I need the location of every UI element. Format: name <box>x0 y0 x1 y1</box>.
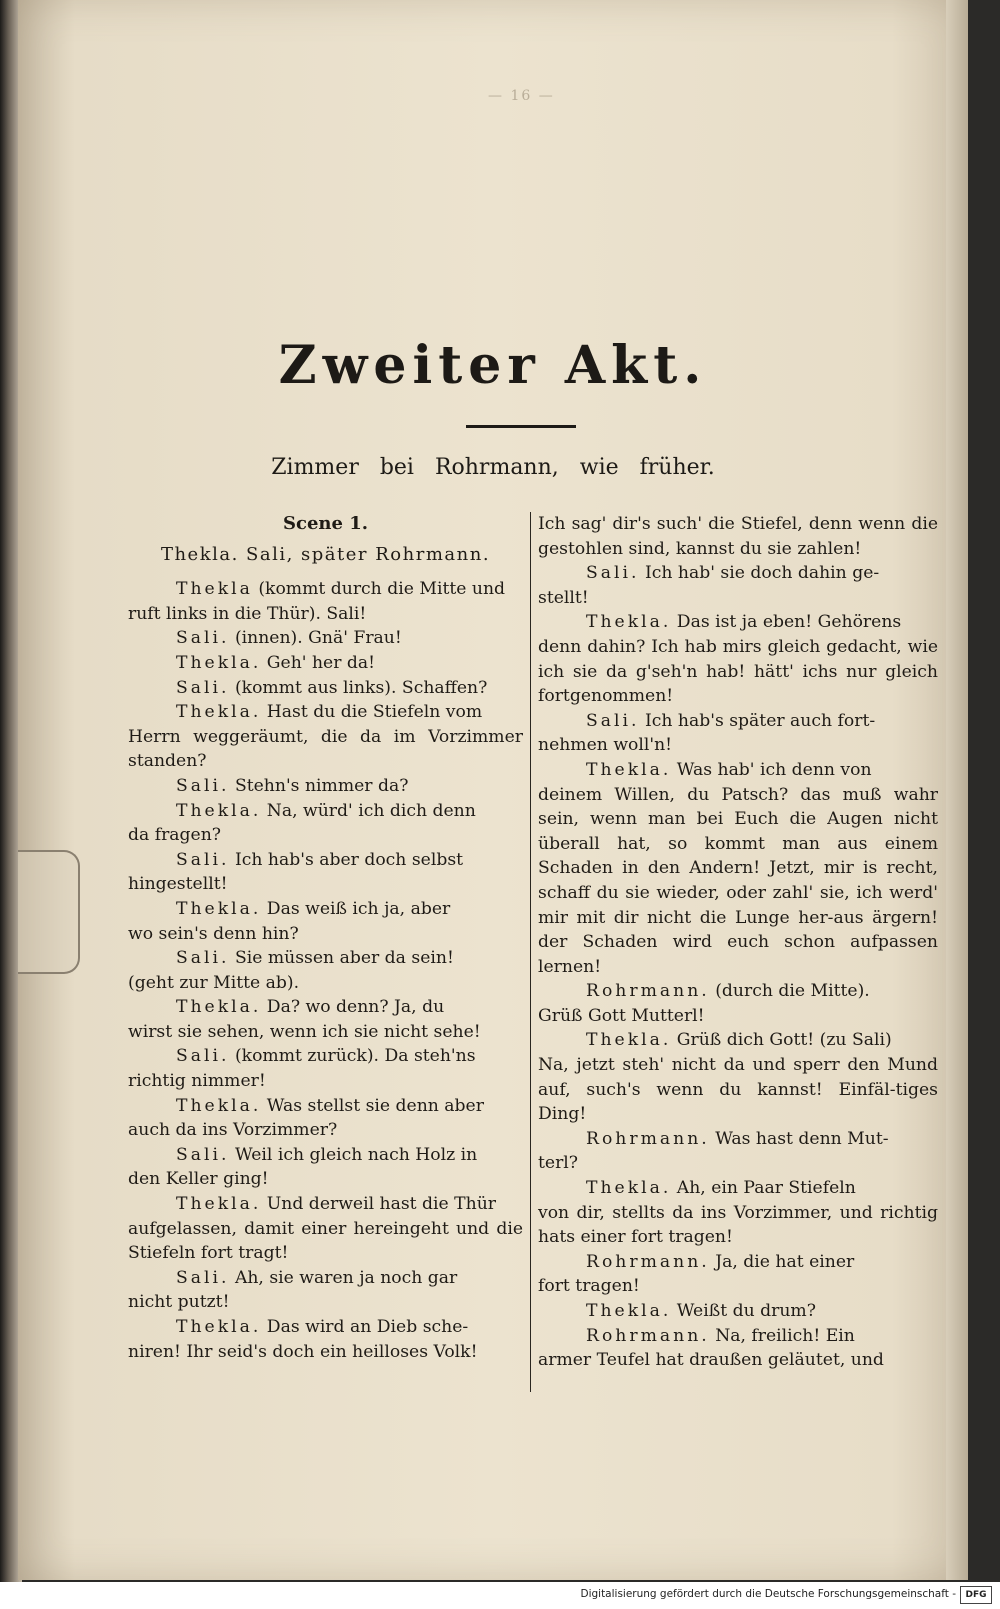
speaker-name: Sali. <box>176 628 230 649</box>
cast-list: Thekla. Sali, später Rohrmann. <box>160 543 491 565</box>
dialogue-line <box>128 1044 523 1069</box>
line-text: ruft links in die Thür). Sali! <box>128 603 367 624</box>
line-text: Weißt du drum? <box>671 1301 816 1321</box>
dialogue-line <box>128 651 523 676</box>
line-text: terl? <box>538 1153 579 1174</box>
speaker-name: Sali. <box>586 710 640 731</box>
text-columns <box>128 512 948 1402</box>
footer-credit: Digitalisierung gefördert durch die Deutsche Forschungsgemeinschaft - <box>580 1588 956 1600</box>
speaker-name: Sali. <box>176 677 230 698</box>
column-divider <box>530 512 531 1392</box>
line-text: Ich sag' dir's such' die Stiefel, denn wenn die gestohlen sind, kannst du sie zahlen! <box>538 514 938 559</box>
speaker-name: Thekla. <box>176 702 262 723</box>
line-text: Na, würd' ich dich denn <box>261 800 476 821</box>
scene-setting: Zimmer bei Rohrmann, wie früher. <box>271 455 715 480</box>
dialogue-line <box>128 700 523 725</box>
line-text: Das wird an Dieb sche- <box>261 1317 469 1337</box>
line-text: (durch die Mitte). <box>709 981 870 1002</box>
dialogue-line <box>128 1266 523 1291</box>
dialogue-line <box>128 626 523 651</box>
dialogue-line <box>538 1250 938 1275</box>
scene-heading: Scene 1. <box>282 513 368 534</box>
dialogue-line <box>538 733 938 758</box>
line-text: auch da ins Vorzimmer? <box>128 1120 338 1141</box>
speaker-name: Thekla. <box>586 1301 672 1321</box>
dialogue-line <box>128 725 523 774</box>
speaker-name: Thekla. <box>586 612 672 633</box>
dialogue-line <box>538 1176 938 1201</box>
dialogue-line <box>538 1348 938 1373</box>
dialogue-line <box>538 1274 938 1299</box>
speaker-name: Thekla. <box>176 997 262 1018</box>
dialogue-line <box>128 1217 523 1266</box>
dialogue-line <box>128 946 523 971</box>
dialogue-line <box>128 848 523 873</box>
line-text: Stehn's nimmer da? <box>229 775 409 796</box>
speaker-name: Rohrmann. <box>586 1325 710 1346</box>
page-right-edge <box>946 0 968 1580</box>
act-title: Zweiter Akt. <box>278 335 708 396</box>
line-text: Das ist ja eben! Gehörens <box>671 612 902 633</box>
line-text: Grüß Gott Mutterl! <box>538 1005 705 1026</box>
dialogue-line <box>538 635 938 709</box>
dialogue-line <box>128 1020 523 1045</box>
line-text: nehmen woll'n! <box>538 735 673 756</box>
speaker-name: Thekla. <box>176 652 262 673</box>
line-text: (innen). Gnä' Frau! <box>229 628 402 649</box>
page-clip <box>18 850 80 974</box>
line-text: Das weiß ich ja, aber <box>261 898 451 919</box>
speaker-name: Thekla. <box>586 1030 672 1051</box>
speaker-name: Thekla. <box>176 1317 262 1337</box>
speaker-name: Sali. <box>586 563 640 584</box>
right-column <box>538 512 938 1373</box>
dialogue-line <box>538 1004 938 1029</box>
line-text: Sie müssen aber da sein! <box>229 948 454 969</box>
line-text: Grüß dich Gott! (zu Sali) <box>671 1030 892 1051</box>
dialogue-line <box>538 783 938 980</box>
dialogue-line <box>538 1201 938 1250</box>
line-text: Und derweil hast die Thür <box>261 1194 497 1215</box>
dfg-logo: DFG <box>960 1586 992 1604</box>
line-text: (geht zur Mitte ab). <box>128 972 300 993</box>
speaker-name: Thekla. <box>176 1194 262 1215</box>
line-text: armer Teufel hat draußen geläutet, und <box>538 1350 884 1371</box>
line-text: Ja, die hat einer <box>709 1251 855 1272</box>
dialogue-line <box>538 610 938 635</box>
dialogue-line <box>538 1053 938 1127</box>
speaker-name: Rohrmann. <box>586 981 710 1002</box>
dialogue-line <box>538 1324 938 1349</box>
dialogue-line <box>128 995 523 1020</box>
dialogue-line <box>128 1340 523 1365</box>
line-text: Ich hab's aber doch selbst <box>229 849 464 870</box>
speaker-name: Thekla. <box>586 1178 672 1199</box>
line-text: Ich hab' sie doch dahin ge- <box>639 563 880 584</box>
dialogue-line <box>128 774 523 799</box>
speaker-name: Thekla. <box>176 800 262 821</box>
line-text: den Keller ging! <box>128 1169 269 1190</box>
line-text: stellt! <box>538 587 589 608</box>
dialogue-line <box>128 1094 523 1119</box>
dialogue-line <box>538 1299 938 1324</box>
speaker-name: Thekla <box>176 579 253 600</box>
line-text: Geh' her da! <box>261 652 376 673</box>
dialogue-line <box>128 823 523 848</box>
page-number: — 16 — <box>488 88 555 104</box>
line-text: denn dahin? Ich hab mirs gleich gedacht, wie ich sie da g'seh'n hab! hätt' ichs nur gleich fortgenommen! <box>538 636 938 707</box>
line-text: wo sein's denn hin? <box>128 923 299 944</box>
speaker-name: Thekla. <box>586 759 672 780</box>
line-text: wirst sie sehen, wenn ich sie nicht sehe! <box>128 1021 481 1042</box>
line-text: richtig nimmer! <box>128 1071 266 1092</box>
dialogue-line <box>128 1118 523 1143</box>
dialogue-line <box>538 561 938 586</box>
right-lines <box>538 512 938 1373</box>
line-text: niren! Ihr seid's doch ein heilloses Volk! <box>128 1341 478 1362</box>
dialogue-line <box>128 799 523 824</box>
left-column <box>128 512 523 1364</box>
dialogue-line <box>128 872 523 897</box>
line-text: Da? wo denn? Ja, du <box>261 997 445 1018</box>
line-text: Ah, ein Paar Stiefeln <box>671 1178 856 1199</box>
line-text: da fragen? <box>128 825 221 846</box>
dialogue-line <box>538 979 938 1004</box>
dialogue-line <box>128 1315 523 1340</box>
dialogue-line <box>128 676 523 701</box>
line-text: Was stellst sie denn aber <box>261 1095 484 1116</box>
dialogue-line <box>128 1192 523 1217</box>
line-text: Na, jetzt steh' nicht da und sperr den Mund auf, such's wenn du kannst! Einfäl-tiges Ding! <box>538 1055 938 1125</box>
dialogue-line <box>538 758 938 783</box>
dialogue-line <box>538 586 938 611</box>
line-text: Was hab' ich denn von <box>671 759 872 780</box>
speaker-name: Sali. <box>176 1046 230 1067</box>
speaker-name: Thekla. <box>176 898 262 919</box>
dialogue-line <box>538 512 938 561</box>
line-text: (kommt zurück). Da steh'ns <box>229 1046 476 1067</box>
speaker-name: Rohrmann. <box>586 1128 710 1149</box>
line-text: Was hast denn Mut- <box>709 1128 889 1149</box>
dialogue-line <box>538 1151 938 1176</box>
dialogue-line <box>128 1143 523 1168</box>
line-text: fort tragen! <box>538 1276 640 1297</box>
line-text: Hast du die Stiefeln vom <box>261 702 483 723</box>
dialogue-line <box>538 709 938 734</box>
dialogue-line <box>128 1290 523 1315</box>
dialogue-line <box>128 1069 523 1094</box>
dialogue-line <box>538 1028 938 1053</box>
dialogue-line <box>538 1127 938 1152</box>
line-text: Herrn weggeräumt, die da im Vorzimmer standen? <box>128 726 523 772</box>
line-text: Ich hab's später auch fort- <box>639 710 876 731</box>
dialogue-line <box>128 602 523 627</box>
dialogue-line <box>128 1167 523 1192</box>
speaker-name: Sali. <box>176 1267 230 1288</box>
dialogue-line <box>128 897 523 922</box>
left-lines <box>128 577 523 1364</box>
line-text: hingestellt! <box>128 874 228 895</box>
line-text: (kommt durch die Mitte und <box>252 579 506 600</box>
dialogue-line <box>128 922 523 947</box>
speaker-name: Sali. <box>176 1144 230 1165</box>
speaker-name: Thekla. <box>176 1095 262 1116</box>
line-text: Na, freilich! Ein <box>709 1325 855 1346</box>
speaker-name: Rohrmann. <box>586 1251 710 1272</box>
line-text: aufgelassen, damit einer hereingeht und die Stiefeln fort tragt! <box>128 1218 523 1264</box>
footer-bar <box>0 1582 1000 1609</box>
dialogue-line <box>128 971 523 996</box>
book-page <box>18 0 968 1580</box>
title-rule <box>466 425 576 428</box>
dialogue-line <box>128 577 523 602</box>
speaker-name: Sali. <box>176 775 230 796</box>
line-text: (kommt aus links). Schaffen? <box>229 677 488 698</box>
line-text: Weil ich gleich nach Holz in <box>229 1144 478 1165</box>
line-text: nicht putzt! <box>128 1292 230 1313</box>
line-text: deinem Willen, du Patsch? das muß wahr sein, wenn man bei Euch die Augen nicht überall hat, so kommt man aus einem Schaden in den Andern! Jetzt, mir is recht, schaff du sie wieder, oder zahl' sie, ich werd' mir mit dir nicht die Lunge her-aus ärgern! der Schaden wird euch schon aufpassen lernen! <box>538 784 938 977</box>
speaker-name: Sali. <box>176 948 230 969</box>
speaker-name: Sali. <box>176 849 230 870</box>
line-text: von dir, stellts da ins Vorzimmer, und richtig hats einer fort tragen! <box>538 1202 938 1248</box>
line-text: Ah, sie waren ja noch gar <box>229 1267 458 1288</box>
